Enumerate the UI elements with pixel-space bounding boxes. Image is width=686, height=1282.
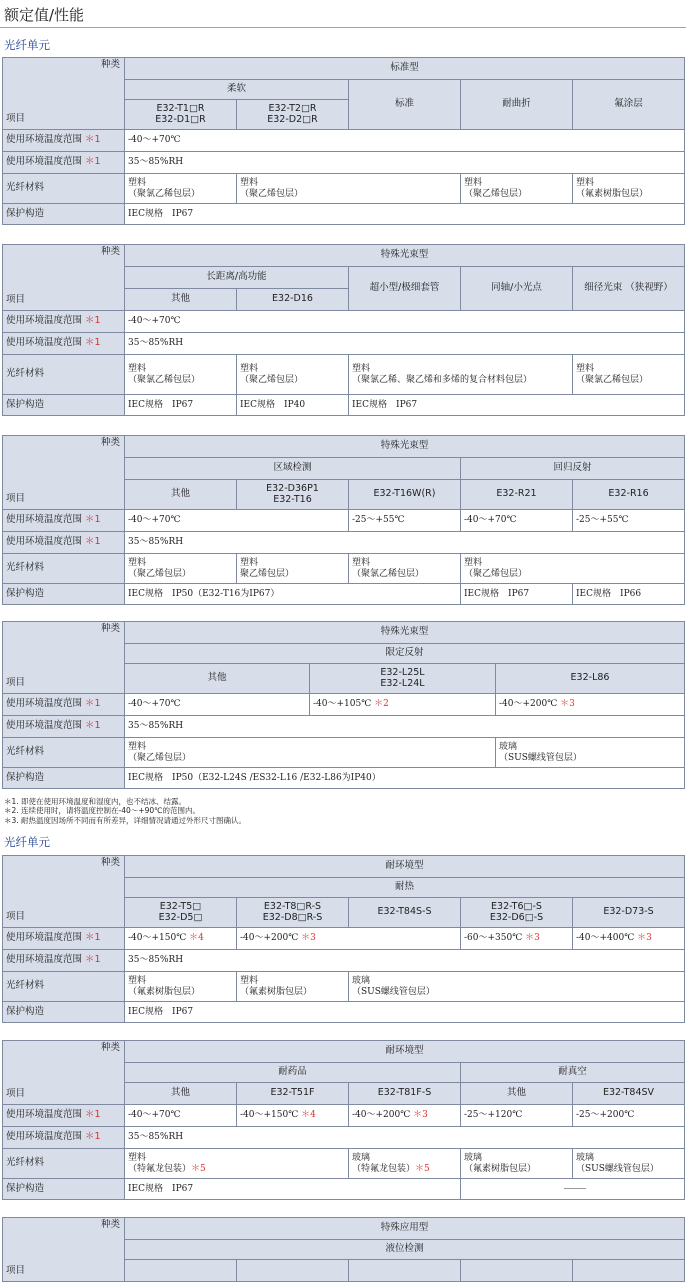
material-value: 玻璃 （SUS螺线管包层） — [496, 738, 685, 768]
type-header: 特殊光束型 — [125, 245, 685, 267]
corner-header: 种类 项目 — [3, 1041, 125, 1105]
row-label-humidity: 使用环境温度范围 ＊1 — [3, 152, 125, 174]
row-label-protection: 保护构造 — [3, 768, 125, 789]
temp-value: -40～+70℃ — [125, 510, 349, 532]
humidity-value: 35～85%RH — [125, 950, 685, 972]
protection-value: IEC规格 IP66 — [573, 584, 685, 605]
material-value: 玻璃 （氟素树脂包层） — [461, 1149, 573, 1179]
corner-header: 种类 项目 — [3, 622, 125, 694]
row-label-protection: 保护构造 — [3, 395, 125, 416]
temp-value: -40～+200℃ ＊3 — [349, 1105, 461, 1127]
spec-table-special-application — [2, 1217, 685, 1282]
row-label-material: 光纤材料 — [3, 738, 125, 768]
spec-table-special-beam-2 — [2, 435, 685, 605]
material-value: 塑料 聚乙烯包层） — [237, 554, 349, 584]
model-header: 其他 — [125, 480, 237, 510]
model-header: 其他 — [125, 289, 237, 311]
row-label-temp: 使用环境温度范围 ＊1 — [3, 311, 125, 333]
material-value: 塑料 （聚乙烯包层） — [461, 174, 573, 204]
type-header: 耐环境型 — [125, 1041, 685, 1063]
model-header: E32-T1□R E32-D1□R — [125, 100, 237, 130]
row-label-temp: 使用环境温度范围 ＊1 — [3, 694, 125, 716]
row-label-protection: 保护构造 — [3, 1179, 125, 1200]
model-header: E32-D73-S — [573, 898, 685, 928]
temp-value: -40～+400℃ ＊3 — [573, 928, 685, 950]
not-applicable-cell — [461, 1179, 685, 1200]
model-header: 其他 — [461, 1083, 573, 1105]
type-header: 特殊光束型 — [125, 436, 685, 458]
row-label-temp: 使用环境温度范围 ＊1 — [3, 928, 125, 950]
type-header: 标准型 — [125, 58, 685, 80]
model-header: E32-R21 — [461, 480, 573, 510]
material-value: 塑料 （聚氯乙稀包层） — [349, 554, 461, 584]
protection-value: IEC规格 IP67 — [461, 584, 573, 605]
subtype-header: 耐真空 — [461, 1063, 685, 1083]
model-header: E32-L86 — [496, 664, 685, 694]
protection-value: IEC规格 IP67 — [125, 1002, 685, 1023]
model-header: 其他 — [125, 664, 310, 694]
footnote: ＊1. 即使在使用环境温度和湿度内，也不结冰、结露。 — [4, 797, 187, 806]
footnotes — [4, 797, 246, 825]
temp-value: -60～+350℃ ＊3 — [461, 928, 573, 950]
material-value: 塑料 （聚氯乙稀包层） — [125, 355, 237, 395]
type-header: 特殊光束型 — [125, 622, 685, 644]
subtype-header: 液位检测 — [125, 1240, 685, 1260]
protection-value: IEC规格 IP67 — [349, 395, 685, 416]
footnote: ＊3. 耐热温度因场所不同而有所差异，详细情况请通过外形尺寸图确认。 — [4, 815, 247, 825]
model-header: E32-T8□R-S E32-D8□R-S — [237, 898, 349, 928]
model-header: E32-T2□R E32-D2□R — [237, 100, 349, 130]
row-label-material: 光纤材料 — [3, 355, 125, 395]
section-label: 光纤单元 — [4, 38, 50, 52]
temp-value: -40～+70℃ — [461, 510, 573, 532]
spec-table-heat-resistant — [2, 855, 685, 1023]
corner-header: 种类 项目 — [3, 856, 125, 928]
spec-table-standard — [2, 57, 685, 225]
model-header: E32-D36P1 E32-T16 — [237, 480, 349, 510]
material-value: 塑料 （聚氯乙稀、聚乙烯和多烯的复合材料包层） — [349, 355, 573, 395]
material-value: 玻璃 （SUS螺线管包层） — [573, 1149, 685, 1179]
material-value: 塑料 （氟素树脂包层） — [125, 972, 237, 1002]
type-header: 耐环境型 — [125, 856, 685, 878]
subtype-header: 耐药品 — [125, 1063, 461, 1083]
protection-value: IEC规格 IP40 — [237, 395, 349, 416]
material-value: 塑料 （聚乙烯包层） — [461, 554, 685, 584]
protection-value: IEC规格 IP67 — [125, 204, 685, 225]
row-label-humidity: 使用环境温度范围 ＊1 — [3, 333, 125, 355]
temp-value: -40～+150℃ ＊4 — [237, 1105, 349, 1127]
temp-value: -40～+70℃ — [125, 130, 685, 152]
corner-header: 种类 项目 — [3, 245, 125, 311]
subtype-header: 区域检测 — [125, 458, 461, 480]
material-value: 塑料 （聚乙烯包层） — [237, 174, 461, 204]
subtype-header: 耐热 — [125, 878, 685, 898]
model-header: E32-T81F-S — [349, 1083, 461, 1105]
row-label-material: 光纤材料 — [3, 554, 125, 584]
temp-value: -25～+55℃ — [573, 510, 685, 532]
title-divider — [0, 27, 686, 28]
protection-value: IEC规格 IP67 — [125, 1179, 461, 1200]
material-value: 塑料 （氟素树脂包层） — [573, 174, 685, 204]
column-header: 氟涂层 — [573, 80, 685, 130]
material-value: 塑料 （聚乙烯包层） — [237, 355, 349, 395]
temp-value: -25～+200℃ — [573, 1105, 685, 1127]
material-value: 玻璃 （特氟龙包装）＊5 — [349, 1149, 461, 1179]
humidity-value: 35～85%RH — [125, 333, 685, 355]
row-label-protection: 保护构造 — [3, 1002, 125, 1023]
material-value: 塑料 （聚乙烯包层） — [125, 554, 237, 584]
protection-value: IEC规格 IP50（E32-T16为IP67） — [125, 584, 461, 605]
row-label-protection: 保护构造 — [3, 584, 125, 605]
temp-value: -40～+70℃ — [125, 1105, 237, 1127]
protection-value: IEC规格 IP67 — [125, 395, 237, 416]
material-value: 玻璃 （SUS螺线管包层） — [349, 972, 685, 1002]
temp-value: -40～+200℃ ＊3 — [496, 694, 685, 716]
section-label: 光纤单元 — [4, 835, 50, 849]
spec-table-limited-reflect — [2, 621, 685, 789]
material-value: 塑料 （特氟龙包装）＊5 — [125, 1149, 349, 1179]
type-header: 特殊应用型 — [125, 1218, 685, 1240]
humidity-value: 35～85%RH — [125, 716, 685, 738]
dash-mark — [564, 1188, 586, 1189]
model-header: E32-T6□-S E32-D6□-S — [461, 898, 573, 928]
protection-value: IEC规格 IP50（E32-L24S /ES32-L16 /E32-L86为IP40） — [125, 768, 685, 789]
spec-table-chemical-vacuum — [2, 1040, 685, 1200]
model-header: E32-T51F — [237, 1083, 349, 1105]
model-header: E32-T84S-S — [349, 898, 461, 928]
column-header: 同轴/小光点 — [461, 267, 573, 311]
row-label-temp: 使用环境温度范围 ＊1 — [3, 130, 125, 152]
model-header: 其他 — [125, 1083, 237, 1105]
row-label-humidity: 使用环境温度范围 ＊1 — [3, 532, 125, 554]
column-header: 耐曲折 — [461, 80, 573, 130]
material-value: 塑料 （氟素树脂包层） — [237, 972, 349, 1002]
column-header: 标准 — [349, 80, 461, 130]
temp-value: -40～+70℃ — [125, 694, 310, 716]
footnote: ＊2. 连续使用时，请将温度控制在-40～+90℃的范围内。 — [4, 806, 201, 816]
humidity-value: 35～85%RH — [125, 152, 685, 174]
temp-value: -25～+55℃ — [349, 510, 461, 532]
temp-value: -25～+120℃ — [461, 1105, 573, 1127]
row-label-material: 光纤材料 — [3, 174, 125, 204]
row-label-humidity: 使用环境温度范围 ＊1 — [3, 1127, 125, 1149]
temp-value: -40～+150℃ ＊4 — [125, 928, 237, 950]
column-header: 细径光束 （狭视野） — [573, 267, 685, 311]
row-label-material: 光纤材料 — [3, 1149, 125, 1179]
material-value: 塑料 （聚氯乙稀包层） — [573, 355, 685, 395]
corner-header: 种类 项目 — [3, 58, 125, 130]
row-label-material: 光纤材料 — [3, 972, 125, 1002]
corner-header: 种类 项目 — [3, 436, 125, 510]
row-label-humidity: 使用环境温度范围 ＊1 — [3, 716, 125, 738]
model-header: E32-T84SV — [573, 1083, 685, 1105]
row-label-temp: 使用环境温度范围 ＊1 — [3, 510, 125, 532]
spec-table-special-beam-1 — [2, 244, 685, 416]
model-header: E32-D16 — [237, 289, 349, 311]
model-header: E32-T16W(R) — [349, 480, 461, 510]
temp-value: -40～+70℃ — [125, 311, 685, 333]
column-header: 超小型/极细套管 — [349, 267, 461, 311]
corner-header: 种类 项目 — [3, 1218, 125, 1282]
subtype-header: 柔软 — [125, 80, 349, 100]
subtype-header: 限定反射 — [125, 644, 685, 664]
material-value: 塑料 （聚乙烯包层） — [125, 738, 496, 768]
humidity-value: 35～85%RH — [125, 532, 685, 554]
row-label-protection: 保护构造 — [3, 204, 125, 225]
temp-value: -40～+200℃ ＊3 — [237, 928, 461, 950]
page-title: 额定值/性能 — [4, 6, 85, 24]
row-label-temp: 使用环境温度范围 ＊1 — [3, 1105, 125, 1127]
subtype-header: 回归反射 — [461, 458, 685, 480]
material-value: 塑料 （聚氯乙稀包层） — [125, 174, 237, 204]
humidity-value: 35～85%RH — [125, 1127, 685, 1149]
model-header: E32-R16 — [573, 480, 685, 510]
row-label-humidity: 使用环境温度范围 ＊1 — [3, 950, 125, 972]
model-header: E32-L25L E32-L24L — [310, 664, 496, 694]
temp-value: -40～+105℃ ＊2 — [310, 694, 496, 716]
subtype-header: 长距离/高功能 — [125, 267, 349, 289]
model-header: E32-T5□ E32-D5□ — [125, 898, 237, 928]
